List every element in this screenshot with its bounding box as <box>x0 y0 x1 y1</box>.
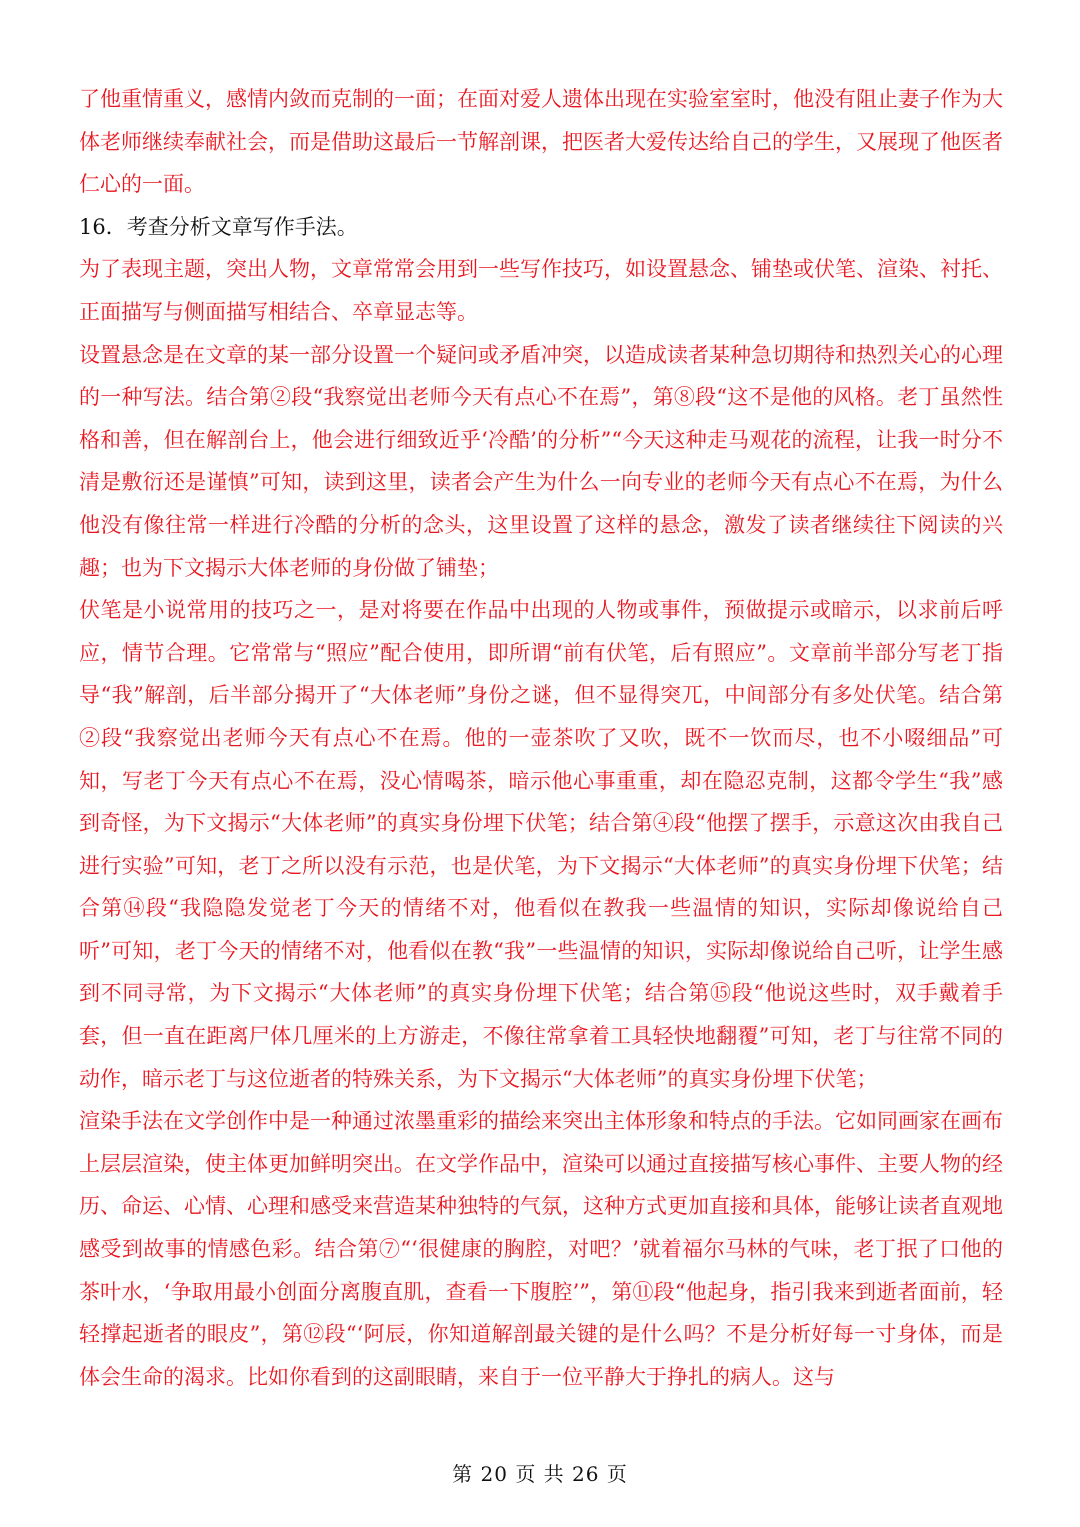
document-body <box>79 78 1003 1398</box>
paragraph-2: 为了表现主题，突出人物，文章常常会用到一些写作技巧，如设置悬念、铺垫或伏笔、渲染、衬托、正面描写与侧面描写相结合、卒章显志等。 <box>79 257 1003 324</box>
page-number-footer: 第 20 页 共 26 页 <box>452 1462 628 1486</box>
paragraph-3: 设置悬念是在文章的某一部分设置一个疑问或矛盾冲突，以造成读者某种急切期待和热烈关心的心理的一种写法。结合第②段“我察觉出老师今天有点心不在焉”，第⑧段“这不是他的风格。老丁虽然性格和善，但在解剖台上，他会进行细致近乎‘冷酷’的分析”“今天这种走马观花的流程，让我一时分不清是敷衍还是谨慎”可知，读到这里，读者会产生为什么一向专业的老师今天有点心不在焉，为什么他没有像往常一样进行冷酷的分析的念头，这里设置了这样的悬念，激发了读者继续往下阅读的兴趣；也为下文揭示大体老师的身份做了铺垫； <box>79 342 1003 580</box>
paragraph-4: 伏笔是小说常用的技巧之一，是对将要在作品中出现的人物或事件，预做提示或暗示，以求前后呼应，情节合理。它常常与“照应”配合使用，即所谓“前有伏笔，后有照应”。文章前半部分写老丁指导“我”解剖，后半部分揭开了“大体老师”身份之谜，但不显得突兀，中间部分有多处伏笔。结合第②段“我察觉出老师今天有点心不在焉。他的一壶茶吹了又吹，既不一饮而尽，也不小啜细品”可知，写老丁今天有点心不在焉，没心情喝茶，暗示他心事重重，却在隐忍克制，这都令学生“我”感到奇怪，为下文揭示“大体老师”的真实身份埋下伏笔；结合第④段“他摆了摆手，示意这次由我自己进行实验”可知，老丁之所以没有示范，也是伏笔，为下文揭示“大体老师”的真实身份埋下伏笔；结合第⑭段“我隐隐发觉老丁今天的情绪不对，他看似在教我一些温情的知识，实际却像说给自己听”可知，老丁今天的情绪不对，他看似在教“我”一些温情的知识，实际却像说给自己听，让学生感到不同寻常，为下文揭示“大体老师”的真实身份埋下伏笔；结合第⑮段“他说这些时，双手戴着手套，但一直在距离尸体几厘米的上方游走，不像往常拿着工具轻快地翻覆”可知，老丁与往常不同的动作，暗示老丁与这位逝者的特殊关系，为下文揭示“大体老师”的真实身份埋下伏笔； <box>79 598 1003 1091</box>
question-heading: 16．考查分析文章写作手法。 <box>79 214 358 239</box>
paragraph-1: 了他重情重义，感情内敛而克制的一面；在面对爱人遗体出现在实验室室时，他没有阻止妻子作为大体老师继续奉献社会，而是借助这最后一节解剖课，把医者大爱传达给自己的学生，又展现了他医者仁心的一面。 <box>79 87 1003 197</box>
paragraph-5: 渲染手法在文学创作中是一种通过浓墨重彩的描绘来突出主体形象和特点的手法。它如同画家在画布上层层渲染，使主体更加鲜明突出。在文学作品中，渲染可以通过直接描写核心事件、主要人物的经历、命运、心情、心理和感受来营造某种独特的气氛，这种方式更加直接和具体，能够让读者直观地感受到故事的情感色彩。结合第⑦“‘很健康的胸腔，对吧？’就着福尔马林的气味，老丁抿了口他的茶叶水，‘争取用最小创面分离腹直肌，查看一下腹腔’”，第⑪段“他起身，指引我来到逝者面前，轻轻撑起逝者的眼皮”，第⑫段“‘阿辰，你知道解剖最关键的是什么吗？不是分析好每一寸身体，而是体会生命的渴求。比如你看到的这副眼睛，来自于一位平静大于挣扎的病人。这与 <box>79 1109 1003 1389</box>
